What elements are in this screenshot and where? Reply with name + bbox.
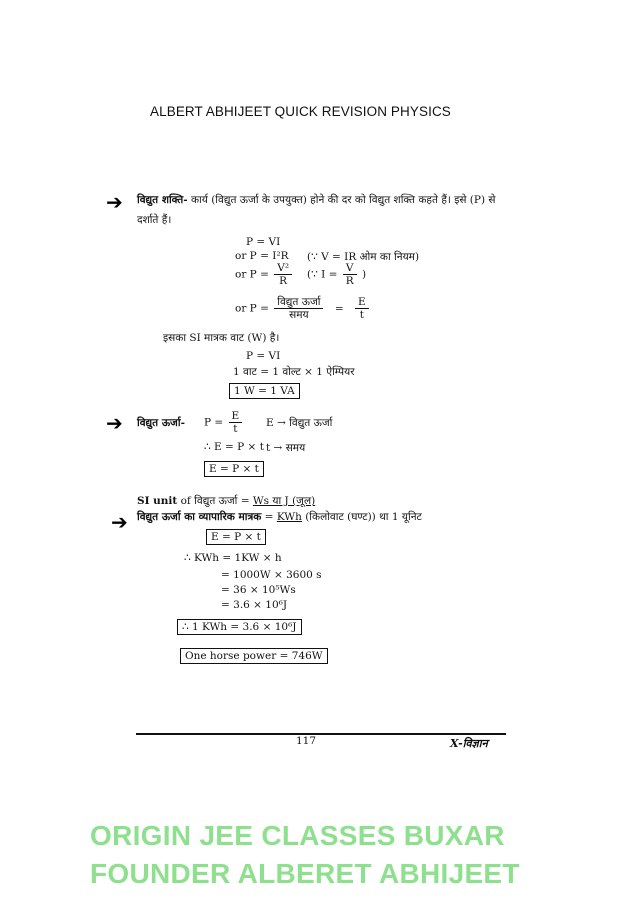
power-definition-text: कार्य (विद्युत ऊर्जा के उपयुक्त) होने की दर को विद्युत शक्ति कहते हैं। इसे (P) से <box>187 194 496 206</box>
energy-t-definition: t → समय <box>266 442 306 454</box>
eq-prefix: P = <box>204 416 224 429</box>
fraction-numerator: V <box>343 262 357 275</box>
si-unit-value: Ws या J (जूल) <box>252 495 316 507</box>
bullet-arrow-icon: ➔ <box>111 510 128 534</box>
si-unit-energy-line <box>137 494 315 508</box>
watermark-line2: FOUNDER ALBERET ABHIJEET <box>90 858 520 889</box>
fraction-denominator: R <box>345 275 354 287</box>
energy-p-formula <box>204 410 244 435</box>
si-unit-label: SI unit <box>137 495 178 507</box>
power-si-watt: 1 वाट = 1 वोल्ट × 1 ऐम्पियर <box>233 366 355 378</box>
kwh-step1: ∴ KWh = 1KW × h <box>184 552 282 564</box>
horse-power-box: One horse power = 746W <box>180 648 328 664</box>
kwh-unit: KWh <box>276 511 302 523</box>
power-si-unit: इसका SI मात्रक वाट (W) है। <box>163 332 280 344</box>
energy-box: E = P × t <box>204 461 264 477</box>
fraction-denominator: t <box>233 423 238 435</box>
energy-heading: विद्युत ऊर्जा- <box>137 417 185 429</box>
commercial-unit-line <box>137 510 422 524</box>
si-unit-mid: of विद्युत ऊर्जा = <box>177 495 253 507</box>
fraction-v2-r <box>274 262 292 287</box>
kwh-step4: = 3.6 × 10⁶J <box>221 599 288 611</box>
note-prefix: (∵ I = <box>307 268 338 281</box>
fraction-numerator: V² <box>274 262 292 275</box>
power-eq-vi: P = VI <box>246 236 281 248</box>
power-si-eq-vi: P = VI <box>246 350 281 362</box>
page-header: ALBERT ABHIJEET QUICK REVISION PHYSICS <box>150 104 451 119</box>
kwh-step2: = 1000W × 3600 s <box>221 569 322 581</box>
bullet-arrow-icon: ➔ <box>106 411 123 435</box>
fraction-energy-time <box>274 296 323 321</box>
eq-prefix: or P = <box>235 268 269 281</box>
commercial-box-ept: E = P × t <box>206 529 266 545</box>
commercial-heading: विद्युत ऊर्जा का व्यापारिक मात्रक <box>137 511 262 523</box>
power-eq-energy-time <box>235 296 371 321</box>
power-eq-v2r <box>235 262 294 287</box>
equals-sign: = <box>334 302 344 315</box>
power-heading: विद्युत शक्ति- <box>137 194 188 206</box>
energy-e-formula: ∴ E = P × t <box>204 441 264 453</box>
fraction-v-r <box>343 262 357 287</box>
watermark-line1: ORIGIN JEE CLASSES BUXAR <box>90 820 505 851</box>
power-ohm-note: (∵ V = IR ओम का नियम) <box>307 251 420 263</box>
power-si-box: 1 W = 1 VA <box>229 383 300 399</box>
book-name: X-विज्ञान <box>450 737 488 750</box>
fraction-numerator: विद्युत ऊर्जा <box>274 296 323 309</box>
page-number: 117 <box>296 735 317 747</box>
footer-rule <box>136 733 506 735</box>
fraction-denominator: समय <box>289 309 309 321</box>
fraction-e-t <box>355 296 369 321</box>
commercial-rest: (किलोवाट (घण्ट)) था 1 यूनिट <box>301 511 422 523</box>
note-suffix: ) <box>362 268 367 281</box>
fraction-e-t <box>229 410 243 435</box>
bullet-arrow-icon: ➔ <box>106 190 123 214</box>
fraction-denominator: R <box>279 275 288 287</box>
energy-e-definition: E → विद्युत ऊर्जा <box>266 417 333 429</box>
fraction-numerator: E <box>355 296 369 309</box>
fraction-denominator: t <box>359 309 364 321</box>
eq-prefix: or P = <box>235 302 269 315</box>
power-definition-line2: दर्शाते हैं। <box>137 214 172 226</box>
power-current-note <box>307 262 366 287</box>
power-eq-i2r: or P = I²R <box>235 250 289 262</box>
fraction-numerator: E <box>229 410 243 423</box>
kwh-result-box: ∴ 1 KWh = 3.6 × 10⁶J <box>177 619 302 635</box>
kwh-step3: = 36 × 10⁵Ws <box>221 584 296 596</box>
power-definition-line1 <box>137 193 496 207</box>
equals-sign: = <box>261 511 277 523</box>
